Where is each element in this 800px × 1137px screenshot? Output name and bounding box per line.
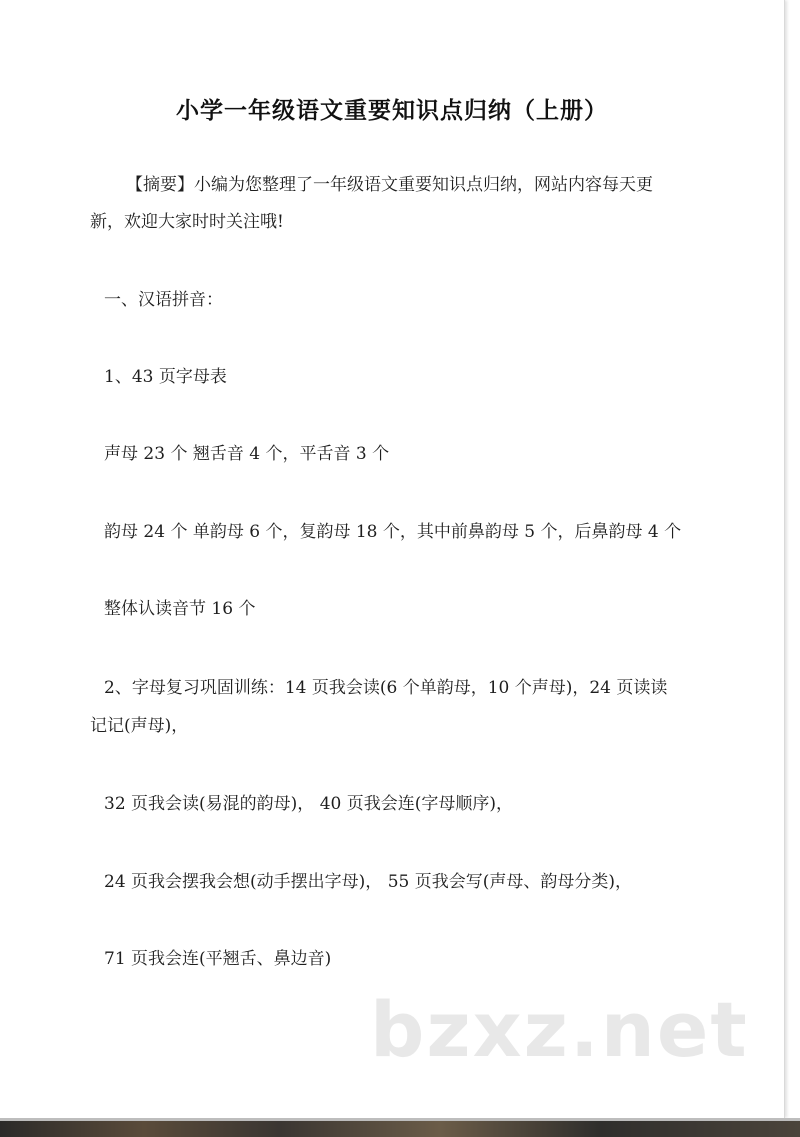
syllables-count: 整体认读音节 16 个 [104, 599, 256, 619]
review-line-2: 记记(声母)， [90, 716, 189, 736]
initials-count: 声母 23 个 翘舌音 4 个，平舌音 3 个 [104, 444, 390, 464]
next-page-edge [0, 1118, 800, 1137]
item-alphabet-table: 1、43 页字母表 [104, 367, 227, 387]
finals-count: 韵母 24 个 单韵母 6 个，复韵母 18 个，其中前鼻韵母 5 个，后鼻韵母 4 个 [104, 522, 682, 542]
section-heading-pinyin: 一、汉语拼音： [104, 290, 223, 310]
site-watermark: bzxz.net [370, 985, 749, 1074]
summary-line-1: 【摘要】小编为您整理了一年级语文重要知识点归纳，网站内容每天更 [126, 175, 653, 195]
summary-line-2: 新，欢迎大家时时关注哦! [90, 212, 284, 232]
review-page-71: 71 页我会连(平翘舌、鼻边音) [104, 949, 332, 969]
document-title: 小学一年级语文重要知识点归纳（上册） [176, 98, 608, 124]
review-page-32: 32 页我会读(易混的韵母)， 40 页我会连(字母顺序)， [104, 794, 514, 814]
review-page-24: 24 页我会摆我会想(动手摆出字母)， 55 页我会写(声母、韵母分类)， [104, 872, 633, 892]
review-line-1: 2、字母复习巩固训练：14 页我会读(6 个单韵母，10 个声母)，24 页读读 [104, 678, 668, 698]
